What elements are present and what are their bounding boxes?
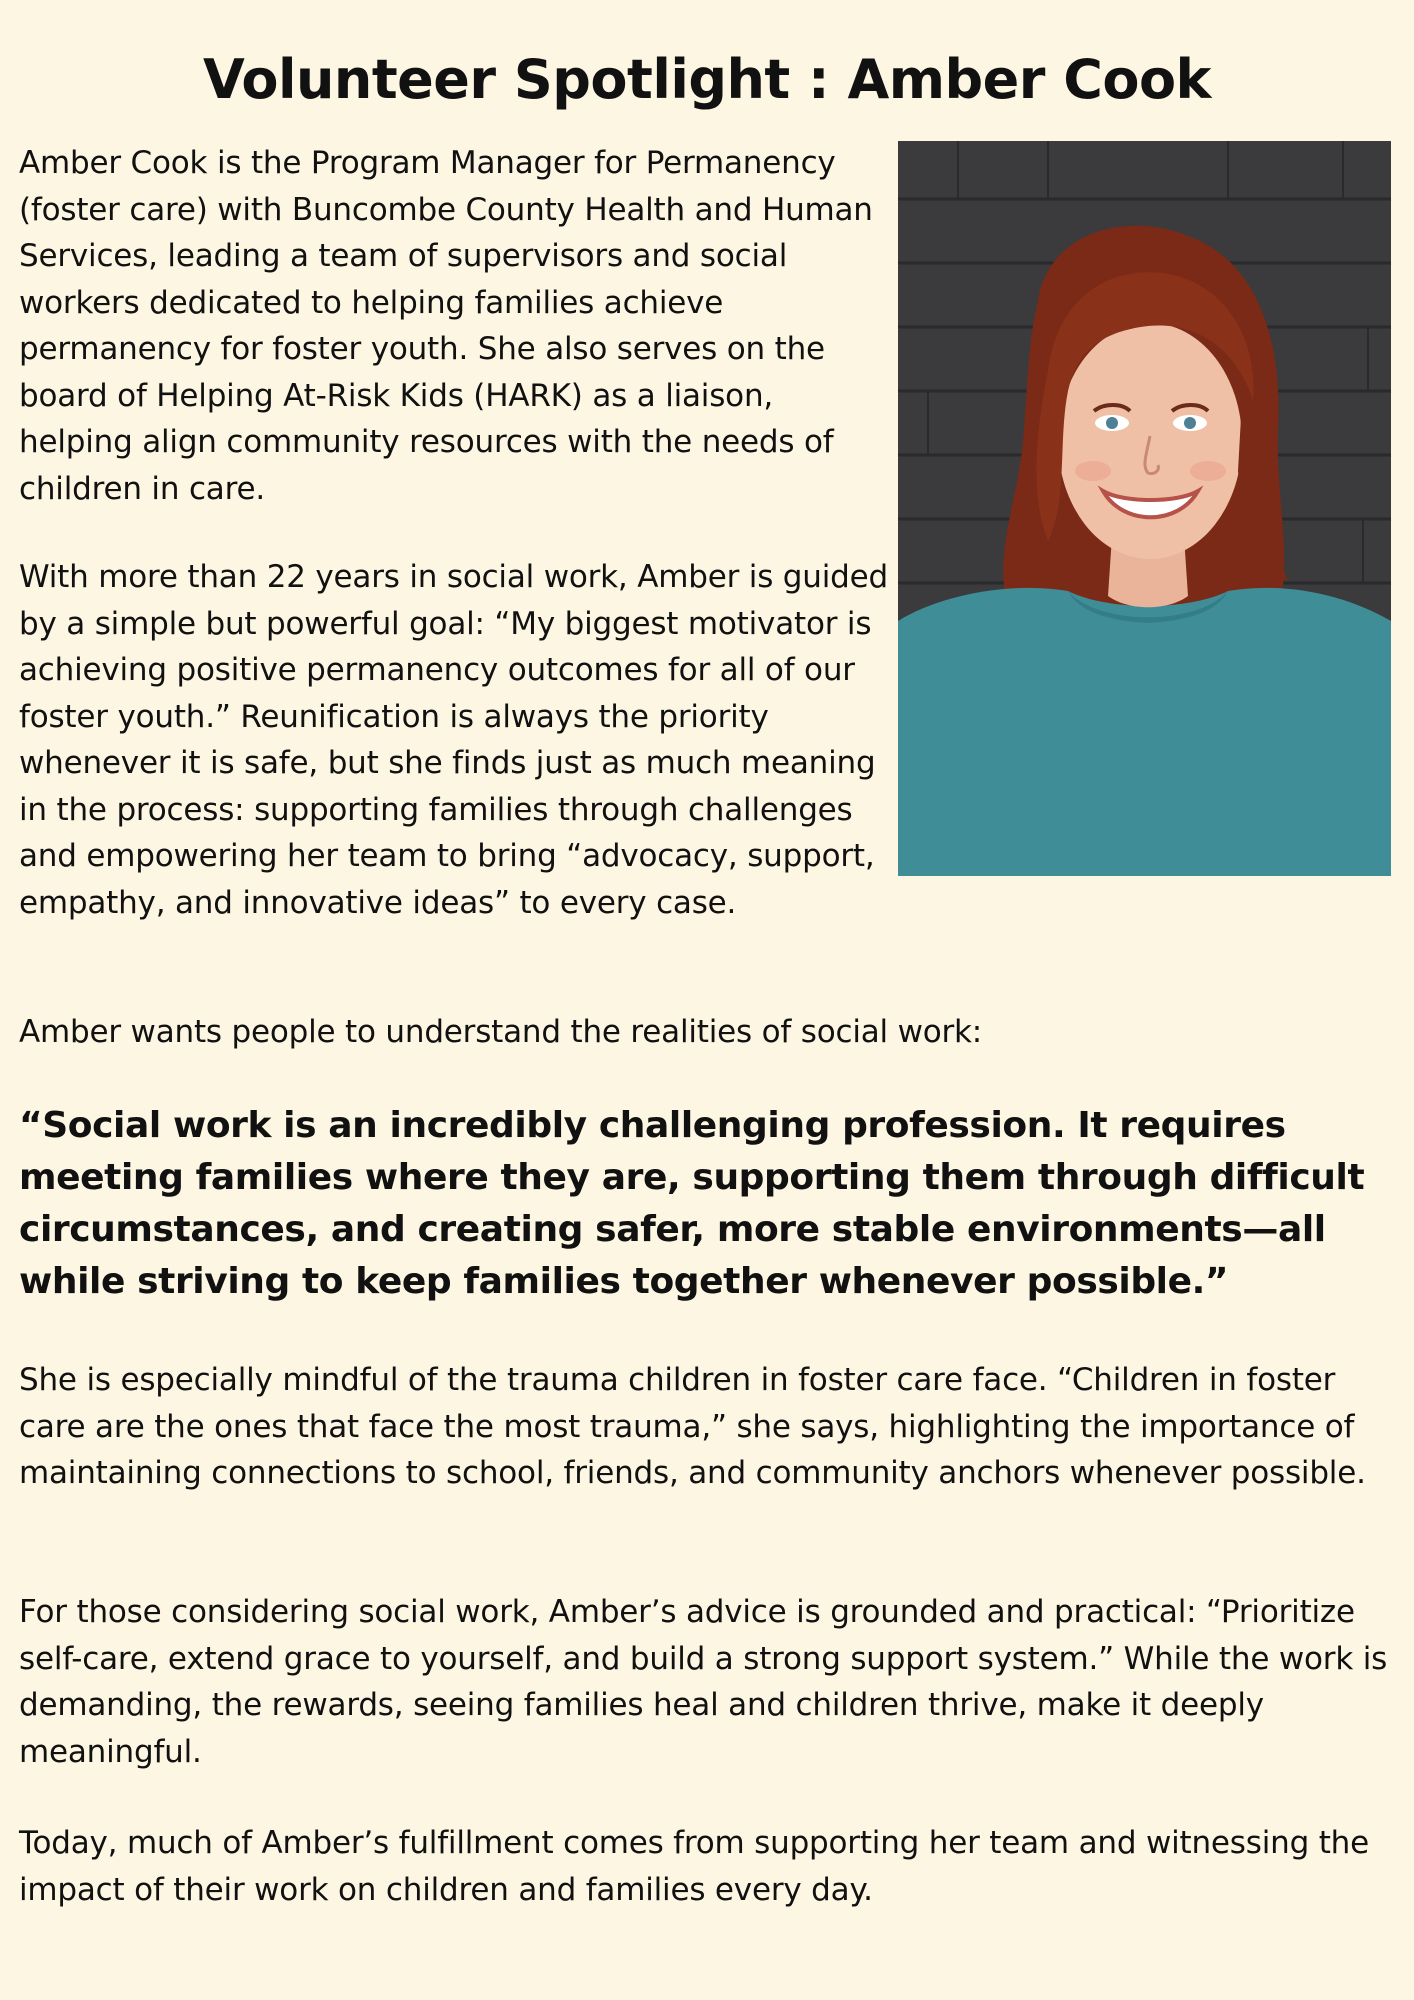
experience-paragraph: With more than 22 years in social work, Amber is guided by a simple but powerful goal: “My biggest motivator is achieving positive permanency outcomes for all of our foster youth.” Reunification is always the priority whenever it is safe, but she finds just as much meaning in the process: supporting families through challenges and empowering her team to bring “advocacy, support, empathy, and innovative ideas” to every case.: [19, 559, 888, 921]
page-title: Volunteer Spotlight : Amber Cook: [203, 48, 1211, 111]
pull-quote: “Social work is an incredibly challenging profession. It requires meeting families where they are, supporting them through difficult circumstances, and creating safer, more stable environments—all while striving to keep families together whenever possible.”: [19, 1105, 1365, 1302]
portrait-photo: [898, 141, 1391, 876]
portrait-illustration: [898, 141, 1391, 876]
trauma-paragraph: She is especially mindful of the trauma children in foster care face. “Children in foster care are the ones that face the most trauma,” she says, highlighting the importance of maintaining connections to school, friends, and community anchors whenever possible.: [19, 1362, 1366, 1491]
closing-paragraph: Today, much of Amber’s fulfillment comes from supporting her team and witnessing the impact of their work on children and families every day.: [19, 1825, 1369, 1908]
advice-paragraph: For those considering social work, Amber’s advice is grounded and practical: “Prioritize self-care, extend grace to yourself, and build a strong support system.” While the work is demanding, the rewards, seeing families heal and children thrive, make it deeply meaningful.: [19, 1594, 1388, 1770]
intro-paragraph: Amber Cook is the Program Manager for Permanency (foster care) with Buncombe County Health and Human Services, leading a team of supervisors and social workers dedicated to helping families achieve permanency for foster youth. She also serves on the board of Helping At-Risk Kids (HARK) as a liaison, helping align community resources with the needs of children in care.: [19, 145, 873, 507]
realities-lead-paragraph: Amber wants people to understand the realities of social work:: [19, 1014, 983, 1050]
